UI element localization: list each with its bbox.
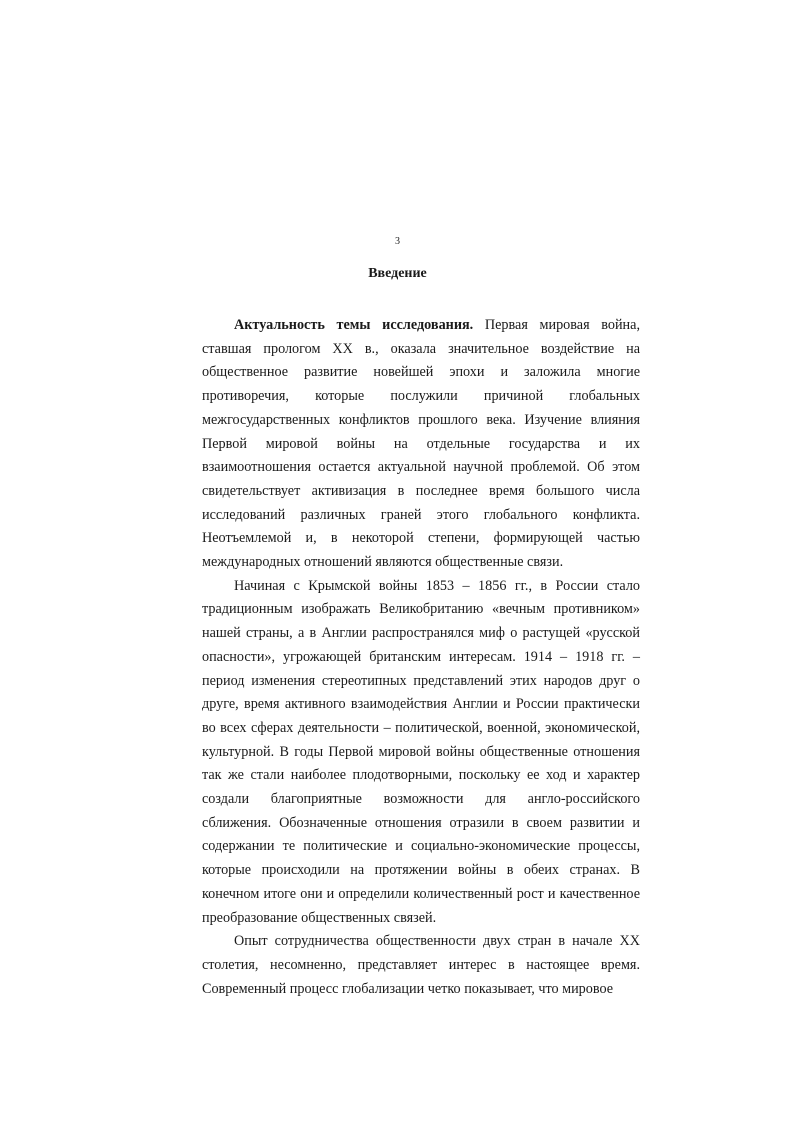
paragraph-lead: Актуальность темы исследования. xyxy=(234,317,474,333)
body-text xyxy=(202,314,640,1001)
paragraph-text: Начиная с Крымской войны 1853 – 1856 гг., в России стало традиционным изображать Великобританию «вечным противником» нашей страны, а в Англии распространялся миф о растущей «русской опасности», угрожающей британским интересам. 1914 – 1918 гг. – период изменения стереотипных представлений этих народов друг о друге, время активного взаимодействия Англии и России практически во всех сферах деятельности – политической, военной, экономической, культурной. В годы Первой мировой войны общественные отношения так же стали наиболее плодотворными, поскольку ее ход и характер создали благоприятные возможности для англо-российского сближения. Обозначенные отношения отразили в своем развитии и содержании те политические и социально-экономические процессы, которые происходили на протяжении войны в обеих странах. В конечном итоге они и определили количественный рост и качественное преобразование общественных связей. xyxy=(202,577,640,926)
paragraph xyxy=(202,930,640,1001)
paragraph xyxy=(202,314,640,575)
paragraph-text: Опыт сотрудничества общественности двух стран в начале XX столетия, несомненно, представляет интерес в настоящее время. Современный процесс глобализации четко показывает, что мировое xyxy=(202,933,640,997)
paragraph-text: Первая мировая война, ставшая прологом XX в., оказала значительное воздействие на общественное развитие новейшей эпохи и заложила многие противоречия, которые послужили причиной глобальных межгосударственных конфликтов прошлого века. Изучение влияния Первой мировой войны на отдельные государства и их взаимоотношения остается актуальной научной проблемой. Об этом свидетельствует активизация в последнее время большого числа исследований различных граней этого глобального конфликта. Неотъемлемой и, в некоторой степени, формирующей частью международных отношений являются общественные связи. xyxy=(202,317,640,571)
section-heading: Введение xyxy=(368,266,427,281)
page-number: 3 xyxy=(395,236,400,247)
paragraph xyxy=(202,575,640,931)
